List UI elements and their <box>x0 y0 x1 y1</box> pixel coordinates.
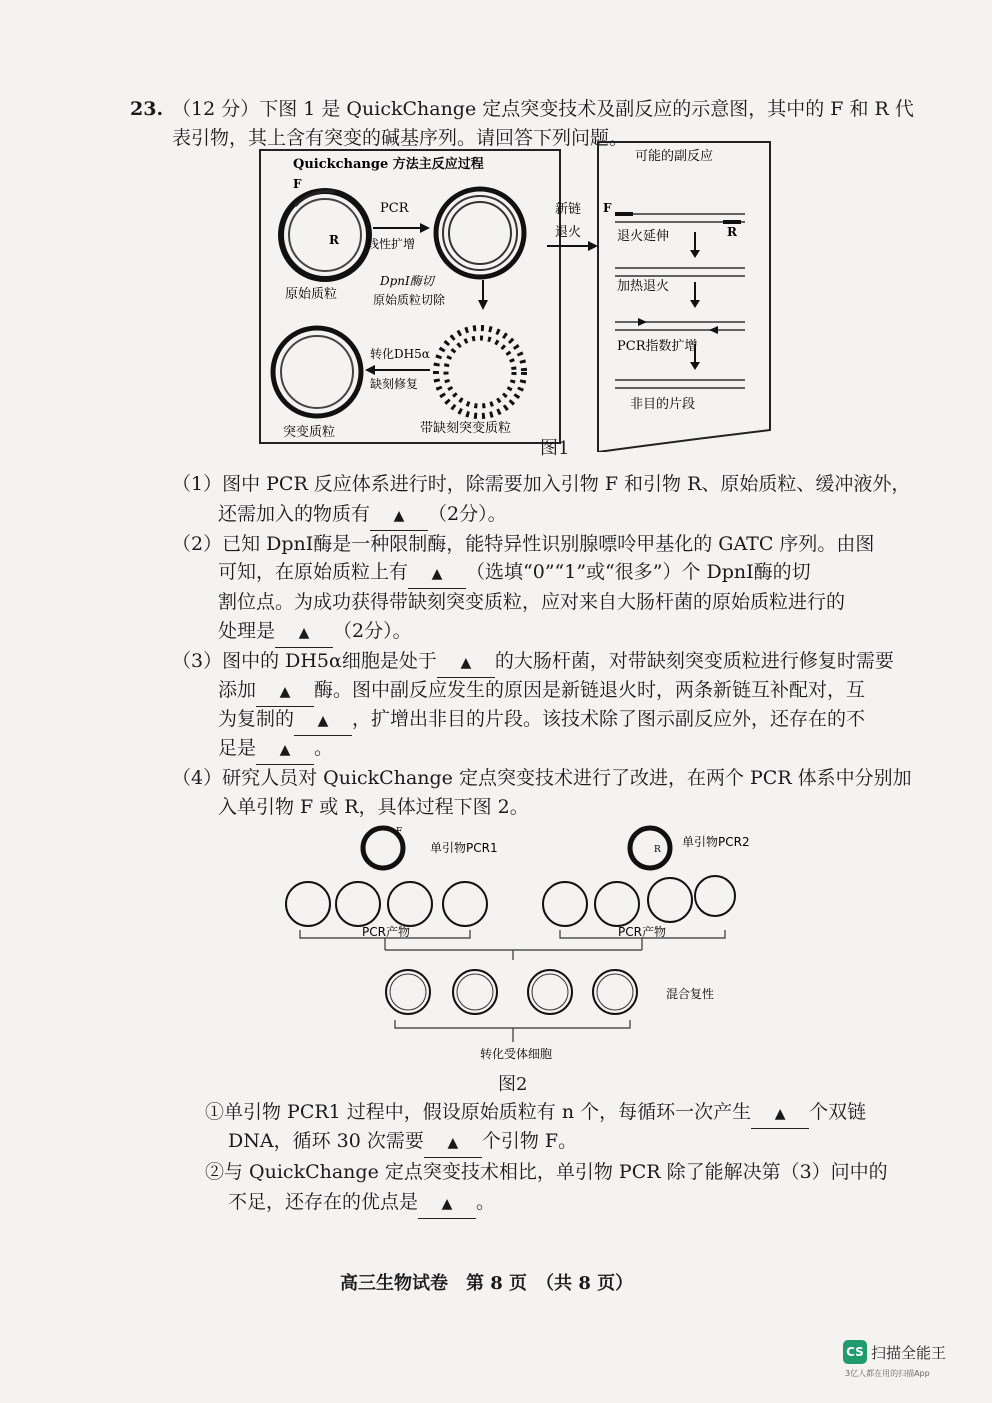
q3-line3: 为复制的 ▲ ，扩增出非目的片段。该技术除了图示副反应外，还存在的不 <box>218 705 865 736</box>
pcr2-plasmid <box>630 828 670 868</box>
figure-1-caption: 图1 <box>540 438 570 459</box>
transform-label: 转化DH5α <box>370 347 430 361</box>
fig2-r-label: R <box>654 845 661 855</box>
q3-line4: 足是 ▲ 。 <box>218 734 333 765</box>
pcr1-label: 单引物PCR1 <box>430 841 498 855</box>
figure-2-caption: 图2 <box>498 1074 528 1095</box>
logo-subtitle: 3亿人都在用的扫描App <box>845 1369 930 1378</box>
q3-answer-blank-1[interactable]: ▲ <box>437 647 495 678</box>
anneal-label: 退火 <box>555 225 582 240</box>
q1-line2: 还需加入的物质有 ▲ （2分）。 <box>218 500 507 531</box>
nick-repair-label: 缺刻修复 <box>370 377 419 391</box>
q3-answer-blank-3[interactable]: ▲ <box>294 705 352 736</box>
primer-r-label: R <box>329 233 339 247</box>
pcr1-product-3 <box>388 882 432 926</box>
logo-name: 扫描全能王 <box>871 1344 947 1362</box>
renatured-plasmid-1 <box>386 970 430 1014</box>
original-plasmid-label: 原始质粒 <box>285 287 338 302</box>
mutant-plasmid-circle <box>273 328 361 416</box>
q2-answer-blank-2[interactable]: ▲ <box>275 617 333 648</box>
dpn-cut-label: DpnⅠ酶切 <box>380 274 434 288</box>
q3-answer-blank-2[interactable]: ▲ <box>256 676 314 707</box>
nicked-plasmid-circle <box>436 328 524 416</box>
sub2-line2: 不足，还存在的优点是 ▲ 。 <box>228 1188 495 1219</box>
mutant-plasmid-label: 突变质粒 <box>283 425 336 440</box>
pcr2-product-4 <box>695 876 735 916</box>
pcr-exp-label: PCR指数扩增 <box>617 339 698 354</box>
heat-anneal-label: 加热退火 <box>617 279 670 294</box>
pcr2-product-2 <box>595 882 639 926</box>
q1-line1: （1）图中 PCR 反应体系进行时，除需要加入引物 F 和引物 R、原始质粒、缓冲液外， <box>172 473 911 495</box>
sub2-line1: ②与 QuickChange 定点突变技术相比，单引物 PCR 除了能解决第（3）问中的 <box>205 1161 888 1183</box>
new-chain-label: 新链 <box>555 202 582 217</box>
nicked-plasmid-label: 带缺刻突变质粒 <box>420 421 512 436</box>
linear-amp-label: 线性扩增 <box>367 237 416 251</box>
pcr1-product-1 <box>286 882 330 926</box>
question-number: 23. <box>130 98 164 120</box>
q3-line2: 添加 ▲ 酶。图中副反应发生的原因是新链退火时，两条新链互补配对，互 <box>218 676 865 707</box>
primer-f-label: F <box>293 177 302 191</box>
side-title: 可能的副反应 <box>635 149 714 164</box>
transform-cells-label: 转化受体细胞 <box>480 1047 553 1061</box>
pcr2-product-label: PCR产物 <box>618 925 666 939</box>
non-target-label: 非目的片段 <box>630 397 696 412</box>
cs-logo-icon: CS <box>843 1340 867 1364</box>
q4-line1: （4）研究人员对 QuickChange 定点突变技术进行了改进，在两个 PCR 体系中分别加 <box>172 767 912 789</box>
q2-line1: （2）已知 DpnⅠ酶是一种限制酶，能特异性识别腺嘌呤甲基化的 GATC 序列。由图 <box>172 533 875 555</box>
figure-1-diagram <box>255 140 775 452</box>
renatured-plasmid-4 <box>593 970 637 1014</box>
anneal-extend-label: 退火延伸 <box>617 229 670 244</box>
question-stem-line2: 表引物，其上含有突变的碱基序列。请回答下列问题。 <box>172 127 629 149</box>
q1-answer-blank[interactable]: ▲ <box>370 500 428 531</box>
side-r-label: R <box>727 225 737 239</box>
renatured-plasmid-2 <box>453 970 497 1014</box>
pcr1-product-2 <box>336 882 380 926</box>
renature-label: 混合复性 <box>666 987 715 1001</box>
sub1-line2: DNA，循环 30 次需要 ▲ 个引物 F。 <box>228 1127 577 1158</box>
original-plasmid-circle <box>281 191 369 279</box>
page-footer: 高三生物试卷 第 8 页 （共 8 页） <box>340 1273 634 1294</box>
question-stem-line1: （12 分）下图 1 是 QuickChange 定点突变技术及副反应的示意图，其中的 F 和 R 代 <box>172 98 914 120</box>
sub2-answer-blank[interactable]: ▲ <box>418 1188 476 1219</box>
pcr1-product-label: PCR产物 <box>362 925 410 939</box>
main-title: Quickchange 方法主反应过程 <box>293 157 484 172</box>
pcr2-product-3 <box>648 878 692 922</box>
q3-answer-blank-4[interactable]: ▲ <box>256 734 314 765</box>
pcr2-product-1 <box>543 882 587 926</box>
renatured-plasmid-3 <box>528 970 572 1014</box>
side-f-label: F <box>603 201 612 215</box>
q3-line1: （3）图中的 DH5α细胞是处于 ▲ 的大肠杆菌，对带缺刻突变质粒进行修复时需要 <box>172 647 894 678</box>
sub1-answer-blank-2[interactable]: ▲ <box>424 1127 482 1158</box>
figure-2-diagram <box>270 820 750 1070</box>
q4-line2: 入单引物 F 或 R，具体过程下图 2。 <box>218 796 529 818</box>
q2-line2: 可知，在原始质粒上有 ▲ （选填“0”“1”或“很多”）个 DpnⅠ酶的切 <box>218 558 811 589</box>
q2-line4: 处理是 ▲ （2分）。 <box>218 617 412 648</box>
sub1-answer-blank-1[interactable]: ▲ <box>751 1098 809 1129</box>
sub1-line1: ①单引物 PCR1 过程中，假设原始质粒有 n 个，每循环一次产生 ▲ 个双链 <box>205 1098 866 1129</box>
q2-answer-blank-1[interactable]: ▲ <box>408 558 466 589</box>
pcr-label: PCR <box>380 201 409 216</box>
pcr1-product-4 <box>443 882 487 926</box>
scanner-logo <box>843 1340 955 1380</box>
fig2-f-label: F <box>396 827 403 837</box>
dpn-remove-label: 原始质粒切除 <box>373 293 446 307</box>
pcr2-label: 单引物PCR2 <box>682 835 750 849</box>
q2-line3: 割位点。为成功获得带缺刻突变质粒，应对来自大肠杆菌的原始质粒进行的 <box>218 591 846 613</box>
